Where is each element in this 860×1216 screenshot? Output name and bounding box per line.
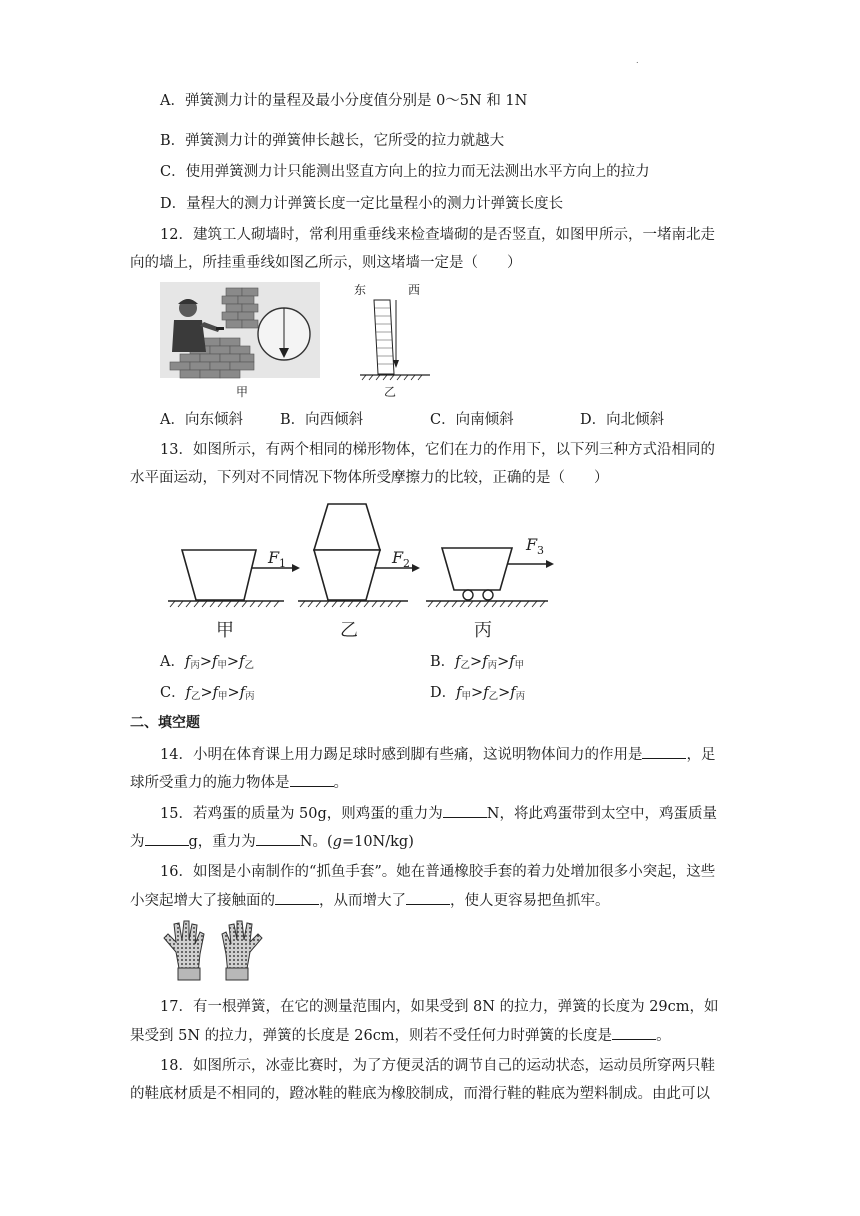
dir-west-label: 西 [408,283,421,297]
q17-text-line2: 果受到 5N 的拉力，弹簧的长度是 26cm，则若不受任何力时弹簧的长度是 。 [130,1025,710,1046]
q17-blank-1[interactable] [612,1025,656,1040]
q18-text-line2: 的鞋底材质是不相同的，蹬冰鞋的鞋底为橡胶制成，而滑行鞋的鞋底为塑料制成。由此可以 [130,1086,710,1102]
q11-option-c: C．使用弹簧测力计只能测出竖直方向上的拉力而无法测出水平方向上的拉力 [160,164,650,180]
force-f3-sub: 3 [537,544,544,557]
corner-mark: . [636,56,639,65]
q14-text-line2: 球所受重力的施力物体是 。 [130,772,710,793]
section-heading-fill-blank: 二、填空题 [130,715,200,731]
q13-figure [160,500,580,646]
q15-blank-1[interactable] [443,803,487,818]
figure-yi-stacked [298,504,420,641]
fig-13-yi-label: 乙 [340,620,358,641]
q13-text-line2: 水平面运动，下列对不同情况下物体所受摩擦力的比较，正确的是（ ） [130,470,609,486]
q16-text-line1: 16．如图是小南制作的“抓鱼手套”。她在普通橡胶手套的着力处增加很多小突起，这些 [160,864,716,880]
q11-option-a: A．弹簧测力计的量程及最小分度值分别是 0～5N 和 1N [160,93,528,109]
q11-option-b: B．弹簧测力计的弹簧伸长越长，它所受的拉力就越大 [160,133,505,149]
fig-jia-label: 甲 [236,385,249,399]
fig-yi-label: 乙 [384,385,397,399]
q12-figure-jia [160,282,322,400]
q12-option-d: D．向北倾斜 [580,412,665,428]
q16-blank-2[interactable] [406,890,450,905]
q12-option-a: A．向东倾斜 [160,412,243,428]
q15-blank-2[interactable] [145,831,189,846]
q14-blank-2[interactable] [290,772,334,787]
figure-bing-cart [426,535,554,641]
q15-text-line1: 15．若鸡蛋的质量为 50g，则鸡蛋的重力为 N，将此鸡蛋带到太空中，鸡蛋质量 [160,803,740,824]
q16-blank-1[interactable] [275,890,319,905]
q14-blank-1[interactable] [642,744,686,759]
q13-option-c: C．$f_乙>f_甲>f_丙$ [160,685,255,702]
q13-option-d: D．$f_甲>f_乙>f_丙$ [430,685,526,702]
dir-east-label: 东 [354,283,367,297]
q13-option-b: B．$f_乙>f_丙>f_甲$ [430,654,525,671]
q18-text-line1: 18．如图所示，冰壶比赛时，为了方便灵活的调节自己的运动状态，运动员所穿两只鞋 [160,1058,715,1074]
q12-text-line2: 向的墙上，所挂重垂线如图乙所示，则这堵墙一定是（ ） [130,255,522,271]
fig-13-bing-label: 丙 [474,620,492,641]
q12-option-b: B．向西倾斜 [280,412,364,428]
fig-13-jia-label: 甲 [216,620,234,641]
q16-text-line2: 小突起增大了接触面的 ，从而增大了 ，使人更容易把鱼抓牢。 [130,890,710,911]
q15-blank-3[interactable] [256,831,300,846]
q13-text-line1: 13．如图所示，有两个相同的梯形物体，它们在力的作用下，以下列三种方式沿相同的 [160,442,715,458]
force-f2-sub: 2 [403,557,410,570]
q17-text-line1: 17．有一根弹簧，在它的测量范围内，如果受到 8N 的拉力，弹簧的长度为 29cm，如 [160,999,719,1015]
q15-text-line2: 为 g，重力为 N。(g=10N/kg) [130,831,710,852]
force-f2-label: F [392,548,404,567]
force-f3-label: F [526,535,538,554]
q14-text-line1: 14．小明在体育课上用力踢足球时感到脚有些痛，这说明物体间力的作用是 ，足 [160,744,740,765]
force-f1-sub: 1 [279,557,286,570]
figure-jia-trapezoid [168,548,300,641]
q11-option-d: D．量程大的测力计弹簧长度一定比量程小的测力计弹簧长度长 [160,196,564,212]
force-f1-label: F [268,548,280,567]
q12-option-c: C．向南倾斜 [430,412,514,428]
q13-option-a: A．$f_丙>f_甲>f_乙$ [160,654,254,671]
gloves-image [160,918,266,982]
q12-figure-yi [352,282,436,400]
q12-text-line1: 12．建筑工人砌墙时，常利用重垂线来检查墙砌的是否竖直，如图甲所示，一堵南北走 [160,227,715,243]
